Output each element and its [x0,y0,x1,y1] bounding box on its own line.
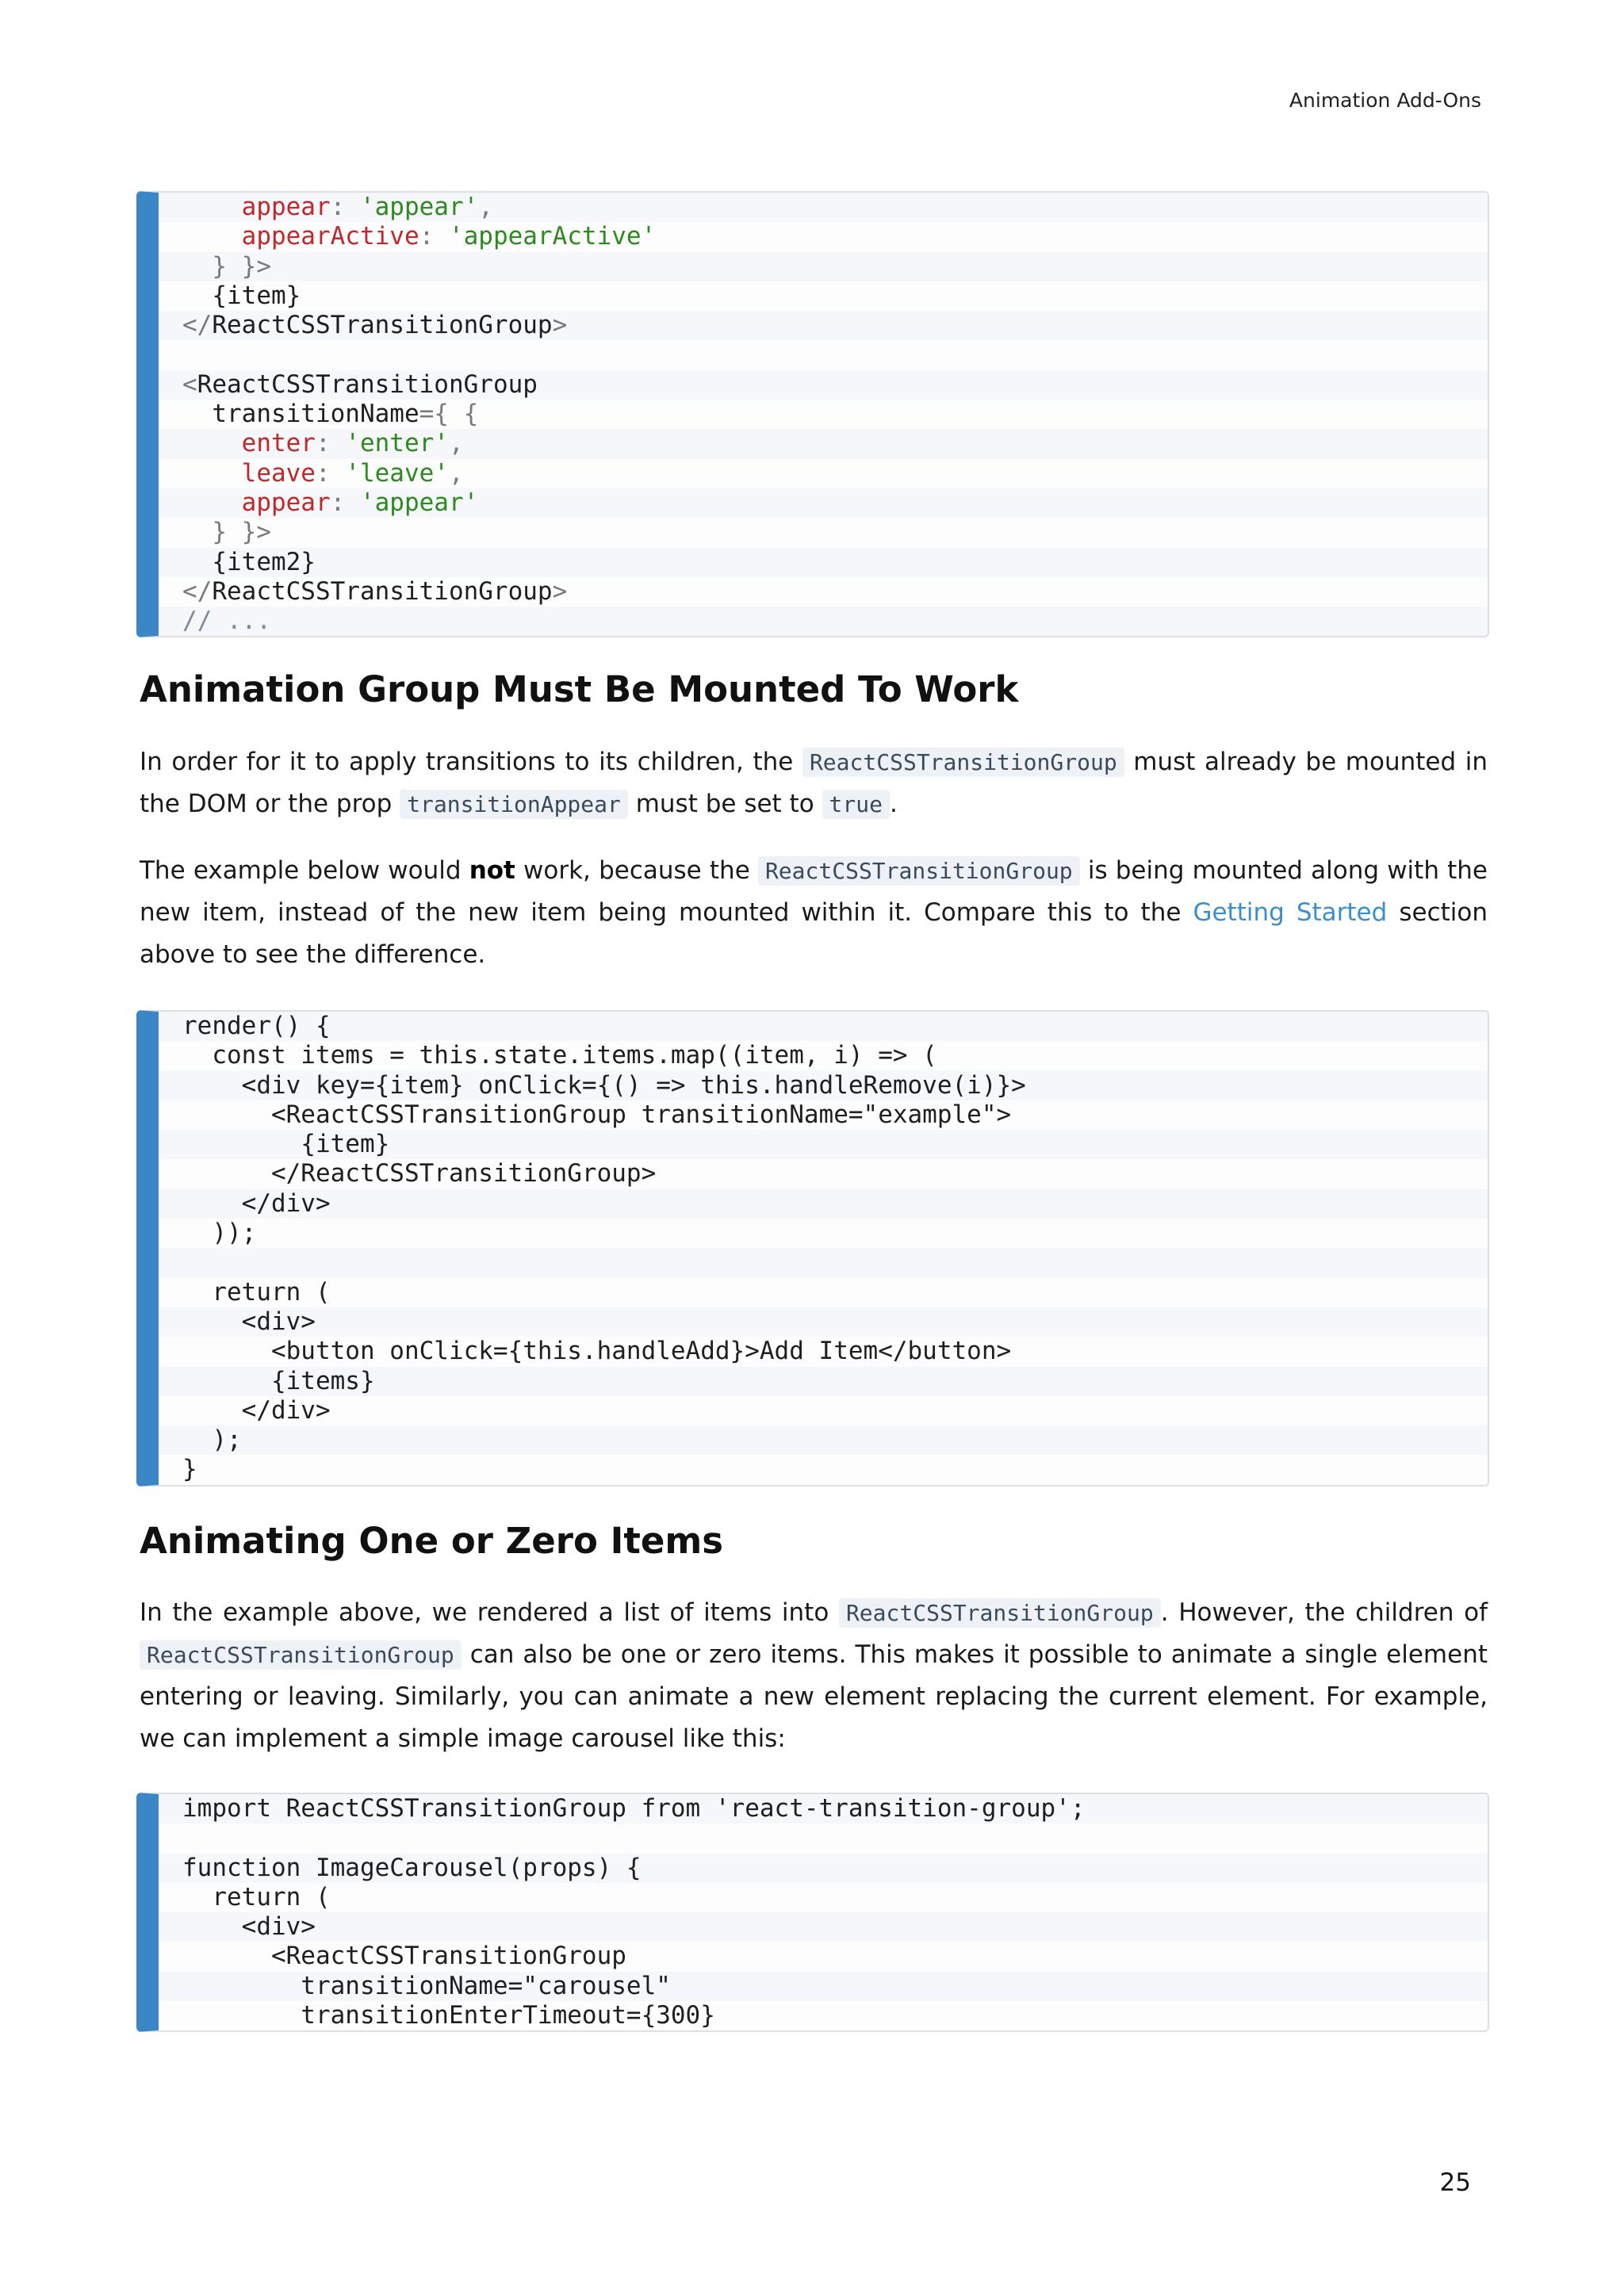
code-token: appear [182,193,331,221]
code-token: ReactCSSTransitionGroup [212,311,553,340]
inline-code: true [822,790,890,819]
paragraph-text: must be set to [627,790,822,818]
code-line [159,1100,1488,1130]
code-line [159,1248,1488,1277]
code-token: )); [182,1219,257,1248]
inline-code: transitionAppear [400,790,628,819]
code-line [159,1071,1488,1100]
code-token: enter [182,429,316,458]
code-token: {item2} [182,547,316,576]
code-token: </ [182,311,213,340]
code-token: appearActive [182,222,419,251]
code-line [159,1854,1488,1883]
code-line [159,488,1488,518]
code-line [159,193,1488,222]
getting-started-link[interactable]: Getting Started [1193,898,1388,927]
inline-code: ReactCSSTransitionGroup [839,1598,1161,1628]
code-token: <div key={item} onClick={() => this.handleRemove(i)}> [182,1070,1026,1100]
code-line [159,518,1488,547]
code-line [159,281,1488,311]
code-token: } }> [182,518,271,547]
paragraph-mounted-requirement [140,741,1488,825]
code-token: <button onClick={this.handleAdd}>Add Item</button> [182,1337,1012,1366]
code-token: leave [182,458,316,488]
code-token: </ [182,576,213,606]
page-number: 25 [1439,2168,1471,2197]
inline-code: ReactCSSTransitionGroup [758,856,1080,886]
paragraph-text: The example below would [140,856,469,885]
code-line [159,577,1488,607]
code-token: import ReactCSSTransitionGroup from 'react-transition-group'; [182,1794,1086,1823]
paragraph-text: can also be one or zero items. This makes it possible to animate a single element entering or leaving. Similarly, you can animate a new element replacing the current element. For example, we can implement a simple image carousel like this: [140,1640,1488,1753]
code-line [159,459,1488,488]
code-token: transitionEnterTimeout={300} [182,2001,715,2030]
code-token: , [448,429,464,458]
code-line [159,1396,1488,1425]
code-token: const items = this.state.items.map((item, i) => ( [182,1041,937,1070]
code-line [159,1794,1488,1823]
code-line [159,1278,1488,1307]
code-token: 'enter' [345,429,449,458]
code-line [159,1159,1488,1188]
code-line [159,1455,1488,1484]
code-line [159,222,1488,251]
code-token: {item} [182,281,301,310]
code-token: : [315,458,346,488]
code-token: appear [182,488,331,517]
code-line [159,1883,1488,1912]
code-token: <div> [182,1912,316,1942]
code-line [159,2001,1488,2030]
paragraph-text: . However, the children of [1160,1598,1488,1627]
code-token: , [478,193,493,221]
code-line [159,429,1488,458]
code-token: : [315,429,346,458]
code-token: <ReactCSSTransitionGroup transitionName="example"> [182,1100,1012,1129]
paragraph-text: must already be mounted in the DOM or the prop [140,748,1488,818]
code-line [159,1219,1488,1248]
code-token: return ( [182,1277,331,1307]
code-line [159,607,1488,636]
code-block-render-example [136,1010,1489,1487]
paragraph-text: section above to see the difference. [140,898,1488,969]
code-token: return ( [182,1882,331,1911]
code-block-transition-names [136,191,1489,637]
code-line [159,311,1488,340]
code-token: function ImageCarousel(props) { [182,1853,642,1882]
code-line [159,1130,1488,1159]
paragraph-text: . [889,790,898,818]
paragraph-text: is being mounted along with the new item, instead of the new item being mounted within it. Compare this to the [140,856,1488,927]
paragraph-text: In order for it to apply transitions to its children, the [140,748,802,776]
code-token: render() { [182,1012,331,1040]
code-token: 'appear' [359,488,479,517]
code-block-image-carousel [136,1793,1489,2032]
code-token: // ... [182,607,271,636]
code-line [159,340,1488,369]
code-line [159,1367,1488,1396]
code-token: transitionName="carousel" [182,1971,671,2000]
code-line [159,1942,1488,1971]
code-line [159,1425,1488,1455]
code-token: {item} [182,1130,390,1159]
code-line [159,1823,1488,1853]
inline-code: ReactCSSTransitionGroup [140,1640,462,1670]
code-token: </div> [182,1188,331,1218]
code-token: ReactCSSTransitionGroup [197,369,538,399]
emphasis-text: not [469,856,515,885]
inline-code: ReactCSSTransitionGroup [802,748,1124,777]
code-line [159,1307,1488,1337]
code-token: : [330,488,360,517]
code-token: , [448,458,464,488]
code-token: </ReactCSSTransitionGroup> [182,1159,657,1188]
paragraph-non-working-example [140,850,1488,976]
code-line [159,548,1488,577]
code-token: <div> [182,1307,316,1336]
section-heading-mounted: Animation Group Must Be Mounted To Work [140,668,1019,710]
code-line [159,1189,1488,1219]
code-line [159,1012,1488,1041]
section-heading-one-or-zero: Animating One or Zero Items [140,1520,724,1562]
code-token: ); [182,1425,242,1455]
code-token: {items} [182,1366,375,1395]
code-line [159,1337,1488,1366]
code-line [159,252,1488,281]
code-token: } [182,1455,197,1484]
code-token: : [330,193,360,221]
code-line [159,1972,1488,2001]
code-token: > [552,311,568,340]
code-token: ={ { [419,400,479,429]
code-token: : [419,222,449,251]
code-token: < [182,369,197,399]
code-line [159,1912,1488,1942]
code-token: <ReactCSSTransitionGroup [182,1942,626,1971]
paragraph-one-or-zero-items [140,1592,1488,1760]
code-token: 'leave' [345,458,449,488]
code-token: ReactCSSTransitionGroup [212,576,553,606]
code-line [159,370,1488,400]
code-token: 'appearActive' [448,222,657,251]
paragraph-text: In the example above, we rendered a list of items into [140,1598,839,1627]
code-line [159,1041,1488,1070]
running-header-title: Animation Add-Ons [1289,89,1481,112]
code-line [159,400,1488,429]
code-token: </div> [182,1395,331,1425]
code-token: } }> [182,251,271,281]
code-token: > [552,576,568,606]
code-token: transitionName [182,400,419,429]
paragraph-text: work, because the [515,856,758,885]
code-token: 'appear' [359,193,479,221]
